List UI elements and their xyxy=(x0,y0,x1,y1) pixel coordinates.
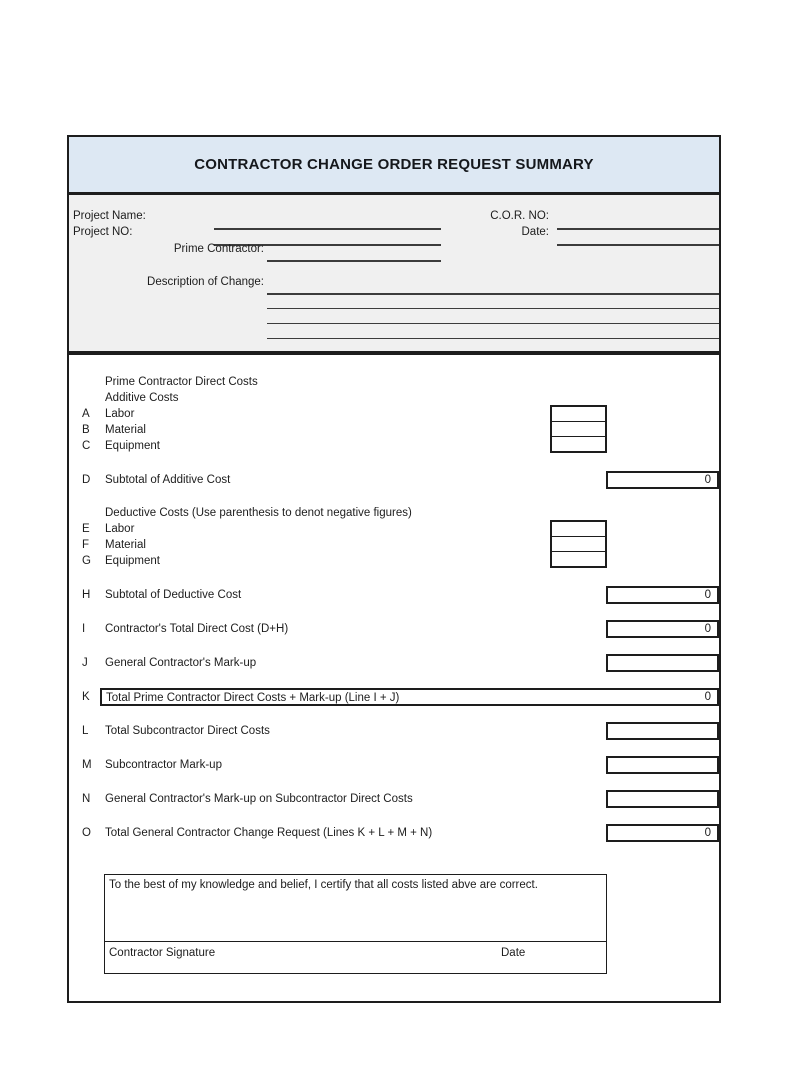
row-label-labor-deductive: Labor xyxy=(105,523,135,535)
row-letter-k: K xyxy=(82,691,90,703)
row-label-subtotal-deductive: Subtotal of Deductive Cost xyxy=(105,589,242,601)
additive-input-stack xyxy=(550,405,607,453)
row-label-labor-additive: Labor xyxy=(105,408,135,420)
material-deductive-input[interactable] xyxy=(552,537,605,552)
cor-no-field[interactable] xyxy=(557,228,719,230)
subtotal-deductive-value-box[interactable]: 0 xyxy=(606,586,719,604)
row-label-total-change-request: Total General Contractor Change Request (Lines K + L + M + N) xyxy=(105,827,433,839)
row-letter-l: L xyxy=(82,725,89,737)
total-prime-plus-markup-value: 0 xyxy=(704,691,711,703)
project-no-label: Project NO: xyxy=(73,226,133,238)
prime-contractor-field[interactable] xyxy=(267,260,441,262)
additive-costs-header: Additive Costs xyxy=(105,392,179,404)
change-order-form xyxy=(67,135,721,1003)
subtotal-additive-value-box[interactable]: 0 xyxy=(606,471,719,489)
equipment-additive-input[interactable] xyxy=(552,437,605,451)
total-prime-plus-markup-value-box[interactable] xyxy=(100,688,719,706)
row-label-subcontractor-direct-costs: Total Subcontractor Direct Costs xyxy=(105,725,270,737)
certification-statement: To the best of my knowledge and belief, I certify that all costs listed abve are correct. xyxy=(109,879,538,891)
row-letter-n: N xyxy=(82,793,91,805)
prime-direct-costs-header: Prime Contractor Direct Costs xyxy=(105,376,258,388)
description-of-change-label: Description of Change: xyxy=(147,276,264,288)
row-label-subcontractor-markup: Subcontractor Mark-up xyxy=(105,759,222,771)
row-letter-e: E xyxy=(82,523,90,535)
row-letter-f: F xyxy=(82,539,90,551)
deductive-costs-header: Deductive Costs (Use parenthesis to denot negative figures) xyxy=(105,507,412,519)
equipment-deductive-input[interactable] xyxy=(552,552,605,566)
row-letter-j: J xyxy=(82,657,88,669)
row-letter-m: M xyxy=(82,759,92,771)
project-name-label: Project Name: xyxy=(73,210,146,222)
labor-deductive-input[interactable] xyxy=(552,522,605,537)
project-info-section xyxy=(69,195,719,355)
gc-markup-on-sub-input-box[interactable] xyxy=(606,790,719,808)
row-label-subtotal-additive: Subtotal of Additive Cost xyxy=(105,474,231,486)
subcontractor-direct-costs-input-box[interactable] xyxy=(606,722,719,740)
row-label-gc-markup: General Contractor's Mark-up xyxy=(105,657,257,669)
cor-no-label: C.O.R. NO: xyxy=(490,210,549,222)
row-letter-d: D xyxy=(82,474,91,486)
project-name-field[interactable] xyxy=(214,228,441,230)
row-label-total-prime-plus-markup: Total Prime Contractor Direct Costs + Mark-up (Line I + J) xyxy=(106,692,400,704)
total-change-request-value-box[interactable]: 0 xyxy=(606,824,719,842)
subcontractor-markup-input-box[interactable] xyxy=(606,756,719,774)
row-letter-g: G xyxy=(82,555,91,567)
signature-date-label: Date xyxy=(501,947,526,959)
labor-additive-input[interactable] xyxy=(552,407,605,422)
total-direct-cost-value-box[interactable]: 0 xyxy=(606,620,719,638)
row-label-material-deductive: Material xyxy=(105,539,146,551)
prime-contractor-label: Prime Contractor: xyxy=(173,243,264,255)
material-additive-input[interactable] xyxy=(552,422,605,437)
contractor-signature-label: Contractor Signature xyxy=(109,947,216,959)
form-title-bar xyxy=(69,137,719,195)
date-label: Date: xyxy=(521,226,549,238)
description-line-4[interactable] xyxy=(267,338,719,339)
deductive-input-stack xyxy=(550,520,607,568)
row-label-gc-markup-on-sub: General Contractor's Mark-up on Subcontractor Direct Costs xyxy=(105,793,413,805)
date-field[interactable] xyxy=(557,244,719,246)
row-letter-o: O xyxy=(82,827,91,839)
row-letter-c: C xyxy=(82,440,91,452)
signature-divider-line xyxy=(105,941,606,942)
row-letter-a: A xyxy=(82,408,90,420)
row-letter-h: H xyxy=(82,589,91,601)
row-letter-i: I xyxy=(82,623,86,635)
gc-markup-input-box[interactable] xyxy=(606,654,719,672)
description-line-3[interactable] xyxy=(267,323,719,324)
description-line-2[interactable] xyxy=(267,308,719,309)
cost-summary-section xyxy=(69,355,719,1001)
certification-box xyxy=(104,874,607,974)
row-letter-b: B xyxy=(82,424,90,436)
row-label-total-direct-cost: Contractor's Total Direct Cost (D+H) xyxy=(105,623,289,635)
description-line-1[interactable] xyxy=(267,293,719,295)
page-title: CONTRACTOR CHANGE ORDER REQUEST SUMMARY xyxy=(194,156,594,173)
row-label-equipment-deductive: Equipment xyxy=(105,555,160,567)
row-label-material-additive: Material xyxy=(105,424,146,436)
row-label-equipment-additive: Equipment xyxy=(105,440,160,452)
